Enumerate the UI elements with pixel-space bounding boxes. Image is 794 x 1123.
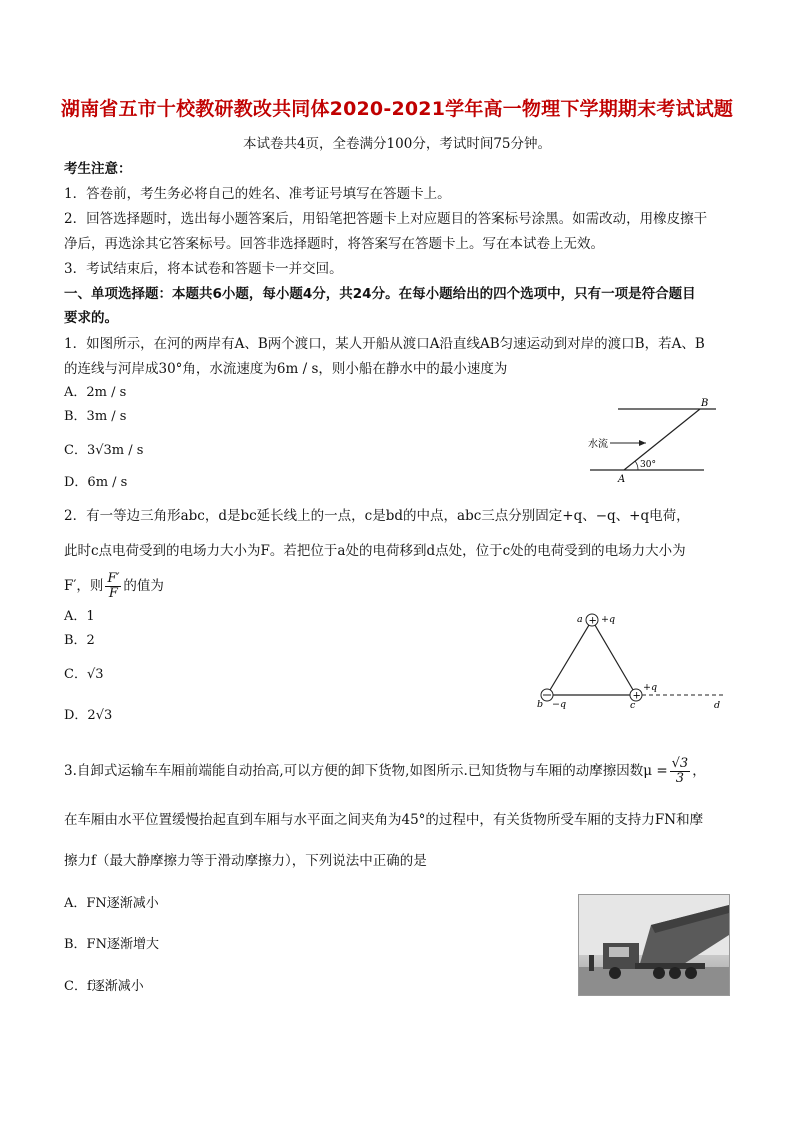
side-ac bbox=[592, 620, 636, 695]
q3-option-b: B．FN逐渐增大 bbox=[64, 937, 159, 952]
q2-stem-post: 的值为 bbox=[123, 578, 164, 594]
q3-option-c: C．f逐渐减小 bbox=[64, 979, 144, 994]
label-d: d bbox=[714, 700, 721, 711]
q3-option-a: A．FN逐渐减小 bbox=[64, 896, 159, 911]
label-qc: +q bbox=[643, 682, 658, 693]
q1-option-d: D．6m / s bbox=[64, 475, 128, 490]
exam-title: 湖南省五市十校教研教改共同体2020-2021学年高一物理下学期期末考试试题 bbox=[60, 98, 734, 120]
q2-option-c: C．√3 bbox=[64, 667, 104, 682]
q3-stem-pre: 3.自卸式运输车车厢前端能自动抬高,可以方便的卸下货物,如图所示.已知货物与车厢的动摩擦因数μ = bbox=[64, 763, 668, 779]
label-c: c bbox=[630, 700, 636, 711]
label-a: a bbox=[577, 614, 583, 625]
label-qb: −q bbox=[552, 699, 567, 710]
label-b: b bbox=[537, 699, 544, 710]
section1-heading: 一、单项选择题：本题共6小题，每小题4分，共24分。在每小题给出的四个选项中，只有一项是符合题目 bbox=[64, 286, 696, 302]
q2-stem-line2: 此时c点电荷受到的电场力大小为F。若把位于a处的电荷移到d点处，位于c处的电荷受到的电场力大小为 bbox=[64, 543, 686, 559]
label-angle: 30° bbox=[640, 460, 656, 470]
q3-stem-line1 bbox=[64, 757, 706, 786]
q1-stem-line1: 1．如图所示，在河的两岸有A、B两个渡口，某人开船从渡口A沿直线AB匀速运动到对岸的渡口B，若A、B bbox=[64, 336, 705, 352]
q1-river-diagram bbox=[580, 396, 730, 486]
q2-option-d: D．2√3 bbox=[64, 708, 113, 723]
charge-a-sign: + bbox=[588, 615, 597, 627]
label-qa: +q bbox=[601, 614, 616, 625]
q3-stem-line2: 在车厢由水平位置缓慢抬起直到车厢与水平面之间夹角为45°的过程中，有关货物所受车厢的支持力FN和摩 bbox=[64, 812, 704, 828]
flow-arrowhead bbox=[639, 440, 646, 446]
dump-truck-photo bbox=[578, 894, 730, 996]
q2-fraction bbox=[105, 572, 121, 601]
q2-frac-den: F bbox=[108, 586, 118, 601]
angle-arc bbox=[635, 461, 638, 470]
side-ab bbox=[547, 620, 592, 695]
notice-item-2: 2．回答选择题时，选出每小题答案后，用铅笔把答题卡上对应题目的答案标号涂黑。如需改动，用橡皮擦干 bbox=[64, 211, 708, 227]
label-b: B bbox=[701, 398, 709, 409]
label-flow: 水流 bbox=[588, 439, 608, 450]
q3-stem-line3: 擦力f（最大静摩擦力等于滑动摩擦力），下列说法中正确的是 bbox=[64, 853, 427, 869]
q3-mu-num: √3 bbox=[671, 756, 689, 771]
q1-option-b: B．3m / s bbox=[64, 409, 127, 424]
q1-option-a: A．2m / s bbox=[64, 385, 127, 400]
q2-stem-pre: F′，则 bbox=[64, 578, 104, 594]
label-a: A bbox=[618, 474, 626, 485]
q2-stem-line1: 2．有一等边三角形abc，d是bc延长线上的一点，c是bd的中点，abc三点分别固定+q、−q、+q电荷， bbox=[64, 508, 690, 524]
q3-mu-den: 3 bbox=[675, 771, 685, 786]
q2-triangle-diagram bbox=[530, 606, 730, 716]
q2-frac-num: F′ bbox=[107, 571, 120, 586]
q3-mu-fraction bbox=[670, 757, 691, 786]
q2-option-b: B．2 bbox=[64, 633, 95, 648]
q1-stem-line2: 的连线与河岸成30°角，水流速度为6m / s，则小船在静水中的最小速度为 bbox=[64, 361, 508, 377]
notice-item-2-cont: 净后，再选涂其它答案标号。回答非选择题时，将答案写在答题卡上。写在本试卷上无效。 bbox=[64, 236, 604, 252]
q3-stem-post: ， bbox=[692, 763, 706, 779]
charge-c-sign: + bbox=[632, 690, 641, 702]
exam-subtitle: 本试卷共4页，全卷满分100分，考试时间75分钟。 bbox=[242, 136, 552, 152]
path-ab bbox=[624, 409, 700, 470]
dump-truck-illustration bbox=[579, 895, 729, 995]
notice-item-3: 3．考试结束后，将本试卷和答题卡一并交回。 bbox=[64, 261, 343, 277]
section1-heading-cont: 要求的。 bbox=[64, 310, 118, 326]
notice-heading: 考生注意： bbox=[64, 161, 132, 177]
q1-option-c: C．3√3m / s bbox=[64, 443, 144, 458]
notice-item-1: 1．答卷前，考生务必将自己的姓名、准考证号填写在答题卡上。 bbox=[64, 186, 451, 202]
q2-stem-line3 bbox=[64, 566, 164, 606]
q2-option-a: A．1 bbox=[64, 609, 95, 624]
